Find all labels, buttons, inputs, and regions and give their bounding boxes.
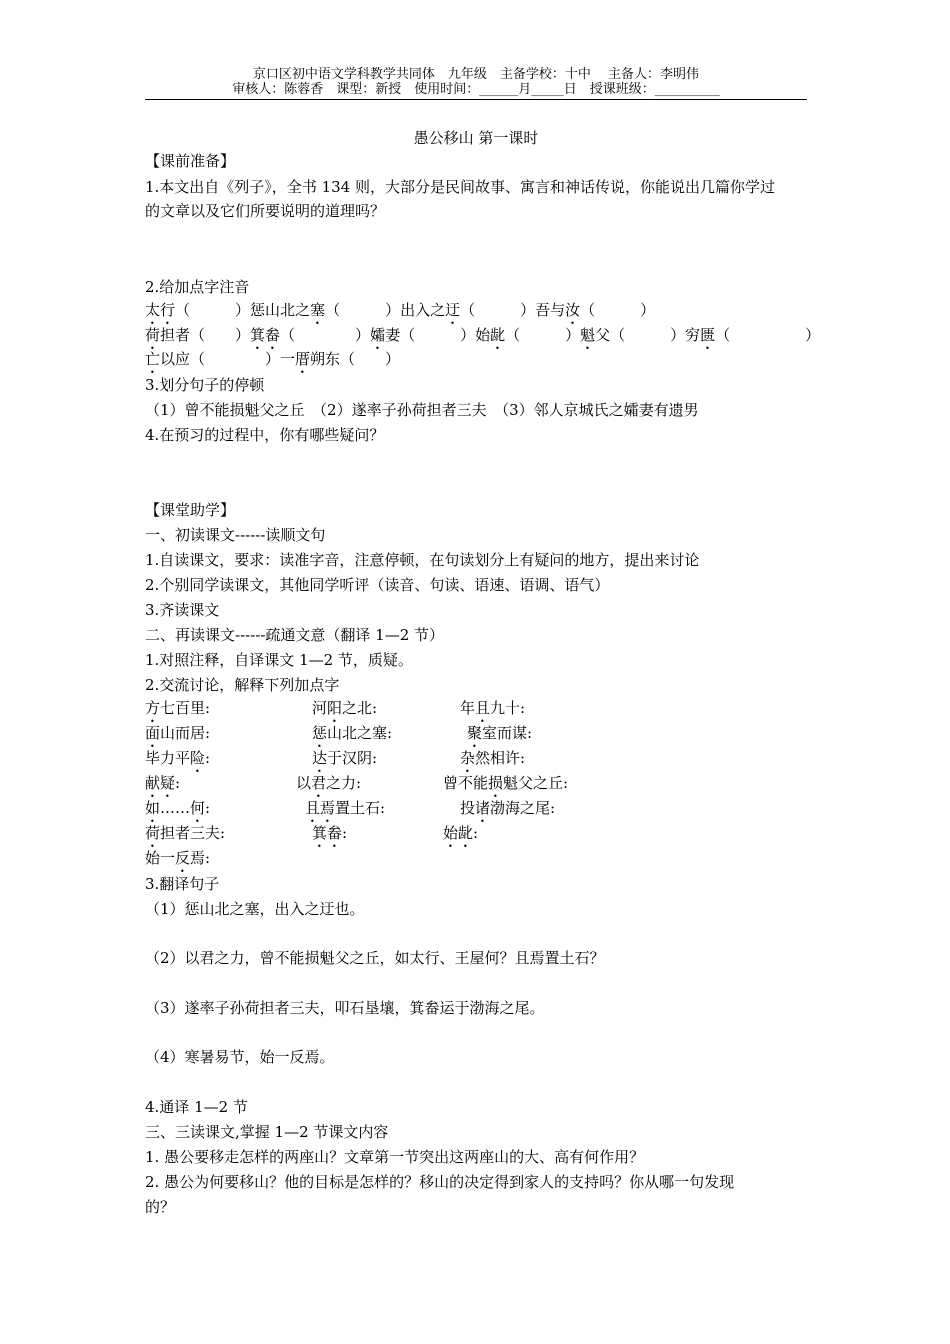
section-heading-prep: 【课前准备】 [145, 152, 236, 170]
prep-question-2: 2.给加点字注音 [145, 278, 250, 296]
pinyin-row-1: 太行（ ）惩山北之塞（ ）出入之迂（ ）吾与汝（ ） [145, 301, 656, 319]
word-item: 聚室而谋: [467, 724, 533, 742]
word-item: 毕力平险: [145, 749, 211, 767]
word-item: 如……何: [145, 799, 211, 817]
translate-sentence-2: （2）以君之力，曾不能损魁父之丘，如太行、王屋何？且焉置土石？ [145, 949, 605, 967]
section-2-heading: 二、再读课文------疏通文意（翻译 1—2 节） [145, 626, 445, 644]
section-2-item-3: 3.翻译句子 [145, 875, 220, 893]
section-3-item-2: 2. 愚公为何要移山？他的目标是怎样的？移山的决定得到家人的支持吗？你从哪一句发现 [145, 1173, 735, 1191]
pinyin-row-3: 亡以应（ ）一厝朔东（ ） [145, 350, 401, 368]
section-2-item-1: 1.对照注释，自译课文 1—2 节，质疑。 [145, 651, 413, 669]
prep-question-1-cont: 的文章以及它们所要说明的道理吗？ [145, 202, 386, 220]
translate-sentence-1: （1）惩山北之塞，出入之迂也。 [145, 900, 365, 918]
word-item: 以君之力: [296, 774, 362, 792]
word-item: 方七百里: [145, 699, 211, 717]
section-heading-class: 【课堂助学】 [145, 501, 236, 519]
section-2-item-2: 2.交流讨论，解释下列加点字 [145, 676, 340, 694]
section-1-item-1: 1.自读课文，要求：读准字音，注意停顿，在句读划分上有疑问的地方，提出来讨论 [145, 551, 700, 569]
prep-question-4: 4.在预习的过程中，你有哪些疑问？ [145, 426, 385, 444]
word-item: 面山而居: [145, 724, 211, 742]
word-item: 杂然相许: [460, 749, 526, 767]
word-item: 曾不能损魁父之丘: [443, 774, 569, 792]
header-line-1: 京口区初中语文学科教学共同体 九年级 主备学校：十中 主备人：李明伟 [252, 67, 700, 82]
lesson-title: 愚公移山 第一课时 [413, 129, 539, 147]
word-item: 投诸渤海之尾: [460, 799, 556, 817]
prep-question-3-items: （1）曾不能损魁父之丘 （2）遂率子孙荷担者三夫 （3）邻人京城氏之孀妻有遗男 [145, 401, 699, 419]
word-item: 年且九十: [460, 699, 526, 717]
word-item: 河阳之北: [312, 699, 378, 717]
translate-sentence-4: （4）寒暑易节，始一反焉。 [145, 1048, 335, 1066]
section-1-item-3: 3.齐读课文 [145, 601, 220, 619]
pinyin-row-2: 荷担者（ ）箕畚（ ）孀妻（ ）始龀（ ）魁父（ ）穷匮（ ） [145, 326, 821, 344]
word-item: 达于汉阴: [312, 749, 378, 767]
word-item: 始龀: [443, 824, 479, 842]
word-item: 且焉置土石: [305, 799, 386, 817]
header-divider [145, 99, 807, 100]
translate-sentence-3: （3）遂率子孙荷担者三夫，叩石垦壤，箕畚运于渤海之尾。 [145, 999, 545, 1017]
section-3-item-2-cont: 的？ [145, 1198, 176, 1216]
word-item: 献疑: [145, 774, 181, 792]
word-item: 惩山北之塞: [312, 724, 393, 742]
prep-question-3: 3.划分句子的停顿 [145, 376, 265, 394]
header-line-2: 审核人：陈蓉香 课型：新授 使用时间：______月_____日 授课班级：__________ [232, 82, 720, 97]
word-item: 箕畚: [312, 824, 348, 842]
section-1-heading: 一、初读课文------读顺文句 [145, 526, 326, 544]
section-3-item-1: 1. 愚公要移走怎样的两座山？文章第一节突出这两座山的大、高有何作用？ [145, 1148, 645, 1166]
prep-question-1: 1.本文出自《列子》，全书 134 则，大部分是民间故事、寓言和神话传说，你能说出几篇你学过 [145, 178, 775, 196]
section-3-heading: 三、三读课文,掌握 1—2 节课文内容 [145, 1123, 389, 1141]
word-item: 始一反焉: [145, 849, 211, 867]
section-2-item-4: 4.通译 1—2 节 [145, 1098, 248, 1116]
word-item: 荷担者三夫: [145, 824, 226, 842]
section-1-item-2: 2.个别同学读课文，其他同学听评（读音、句读、语速、语调、语气） [145, 576, 610, 594]
